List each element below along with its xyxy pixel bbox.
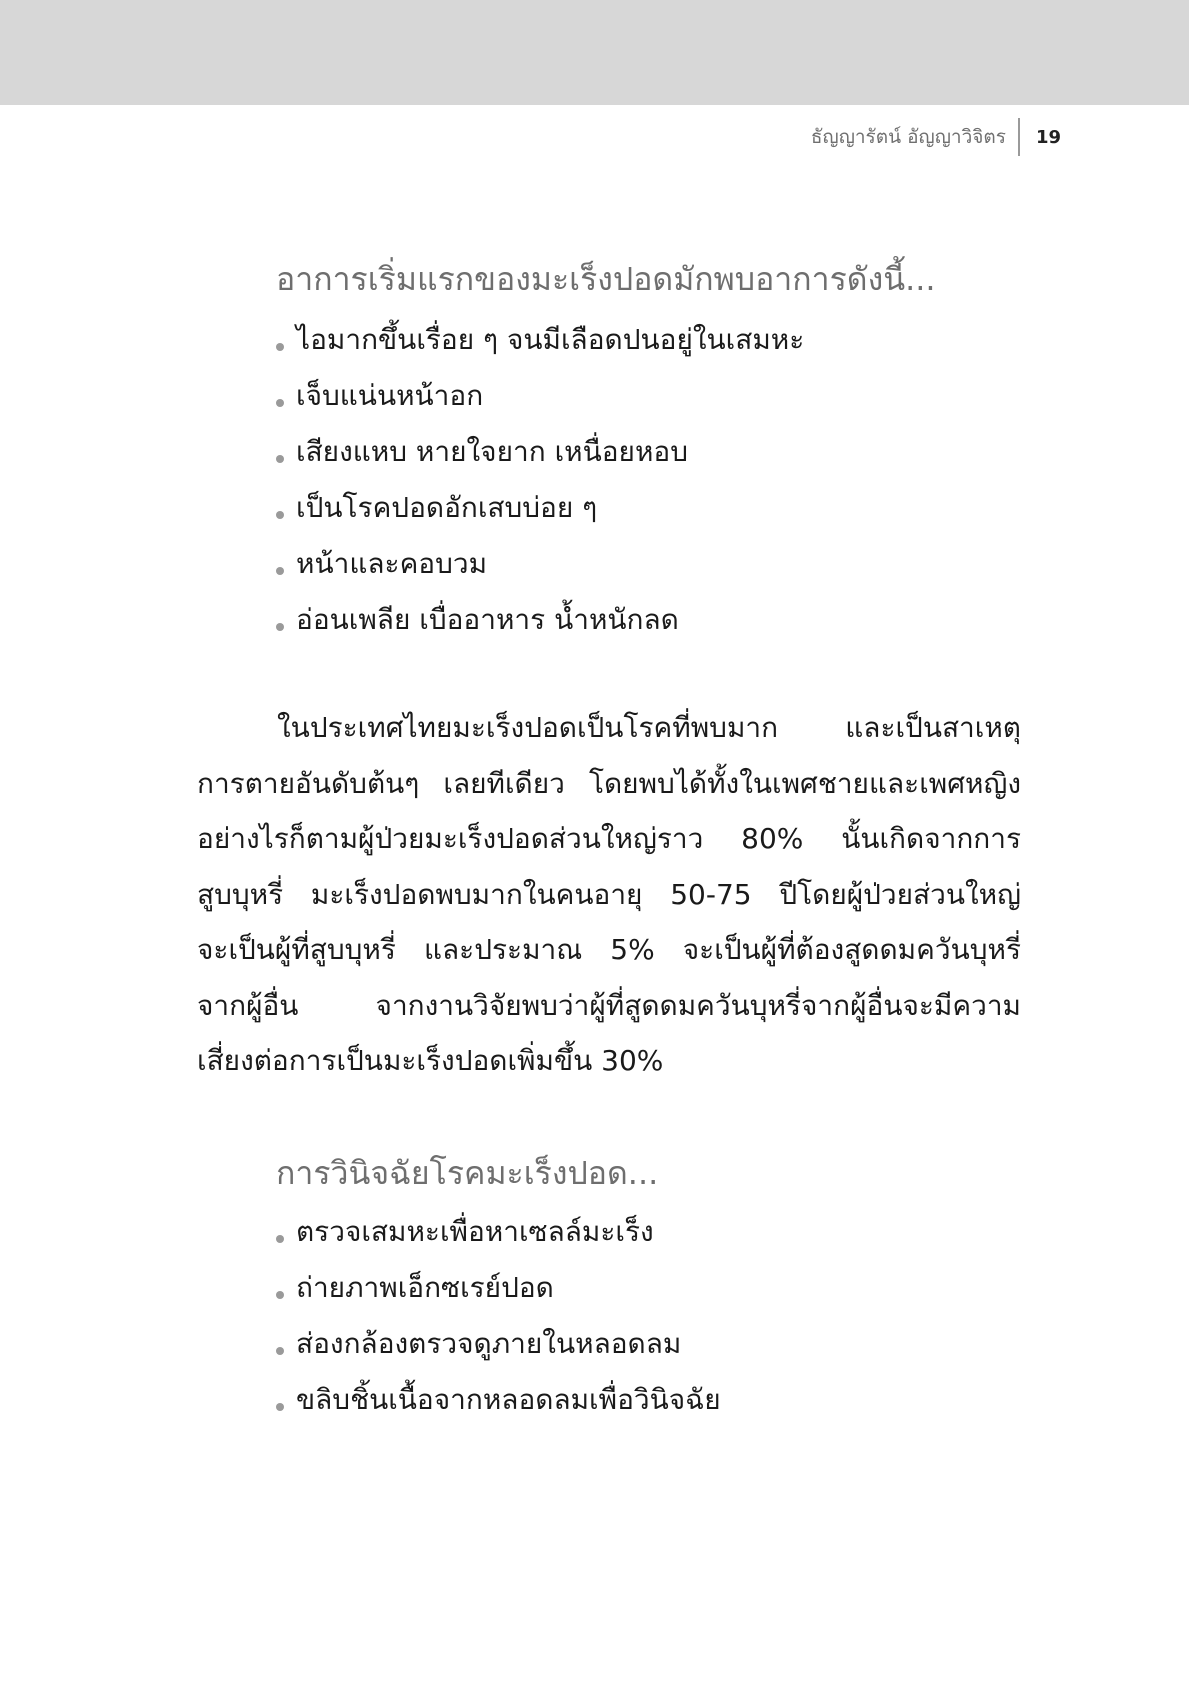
running-head	[811, 118, 1061, 156]
header-band	[0, 0, 1189, 105]
list-item: ไอมากขึ้นเรื่อย ๆ จนมีเลือดปนอยู่ในเสมหะ	[276, 312, 804, 368]
symptoms-heading: อาการเริ่มแรกของมะเร็งปอดมักพบอาการดังนี้...	[276, 260, 936, 298]
list-item: เจ็บแน่นหน้าอก	[276, 368, 804, 424]
list-item: เสียงแหบ หายใจยาก เหนื่อยหอบ	[276, 424, 804, 480]
page-number: 19	[1035, 126, 1061, 148]
paragraph-line: ในประเทศไทยมะเร็งปอดเป็นโรคที่พบมาก และเป็นสาเหตุ	[277, 711, 1021, 744]
paragraph-line: การตายอันดับต้นๆ เลยทีเดียว โดยพบได้ทั้งในเพศชายและเพศหญิง	[197, 766, 1021, 800]
bullet-icon	[276, 511, 284, 519]
paragraph-line: จากผู้อื่น จากงานวิจัยพบว่าผู้ที่สูดดมควันบุหรี่จากผู้อื่นจะมีความ	[197, 988, 1021, 1022]
list-item: หน้าและคอบวม	[276, 536, 804, 592]
diagnosis-list	[276, 1204, 721, 1428]
author-name: ธัญญารัตน์ อัญญาวิจิตร	[810, 126, 1006, 148]
bullet-icon	[276, 567, 284, 575]
bullet-icon	[276, 1347, 284, 1355]
list-item: ถ่ายภาพเอ็กซเรย์ปอด	[276, 1260, 721, 1316]
body-paragraph	[197, 700, 1021, 1089]
list-item: ส่องกล้องตรวจดูภายในหลอดลม	[276, 1316, 721, 1372]
bullet-icon	[276, 1291, 284, 1299]
paragraph-line: สูบบุหรี่ มะเร็งปอดพบมากในคนอายุ 50-75 ปีโดยผู้ป่วยส่วนใหญ่	[197, 877, 1021, 911]
paragraph-line: จะเป็นผู้ที่สูบบุหรี่ และประมาณ 5% จะเป็นผู้ที่ต้องสูดดมควันบุหรี่	[197, 933, 1021, 966]
bullet-icon	[276, 399, 284, 407]
bullet-icon	[276, 623, 284, 631]
bullet-icon	[276, 343, 284, 351]
list-item: ขลิบชิ้นเนื้อจากหลอดลมเพื่อวินิจฉัย	[276, 1372, 721, 1428]
diagnosis-heading: การวินิจฉัยโรคมะเร็งปอด...	[276, 1154, 659, 1192]
bullet-icon	[276, 1235, 284, 1243]
bullet-icon	[276, 1403, 284, 1411]
bullet-icon	[276, 455, 284, 463]
paragraph-line: เสี่ยงต่อการเป็นมะเร็งปอดเพิ่มขึ้น 30%	[197, 1044, 664, 1077]
paragraph-line: อย่างไรก็ตามผู้ป่วยมะเร็งปอดส่วนใหญ่ราว 80% นั้นเกิดจากการ	[197, 822, 1021, 855]
list-item: เป็นโรคปอดอักเสบบ่อย ๆ	[276, 480, 804, 536]
list-item: อ่อนเพลีย เบื่ออาหาร น้ำหนักลด	[276, 592, 804, 648]
symptoms-list	[276, 312, 804, 648]
list-item: ตรวจเสมหะเพื่อหาเซลล์มะเร็ง	[276, 1204, 721, 1260]
